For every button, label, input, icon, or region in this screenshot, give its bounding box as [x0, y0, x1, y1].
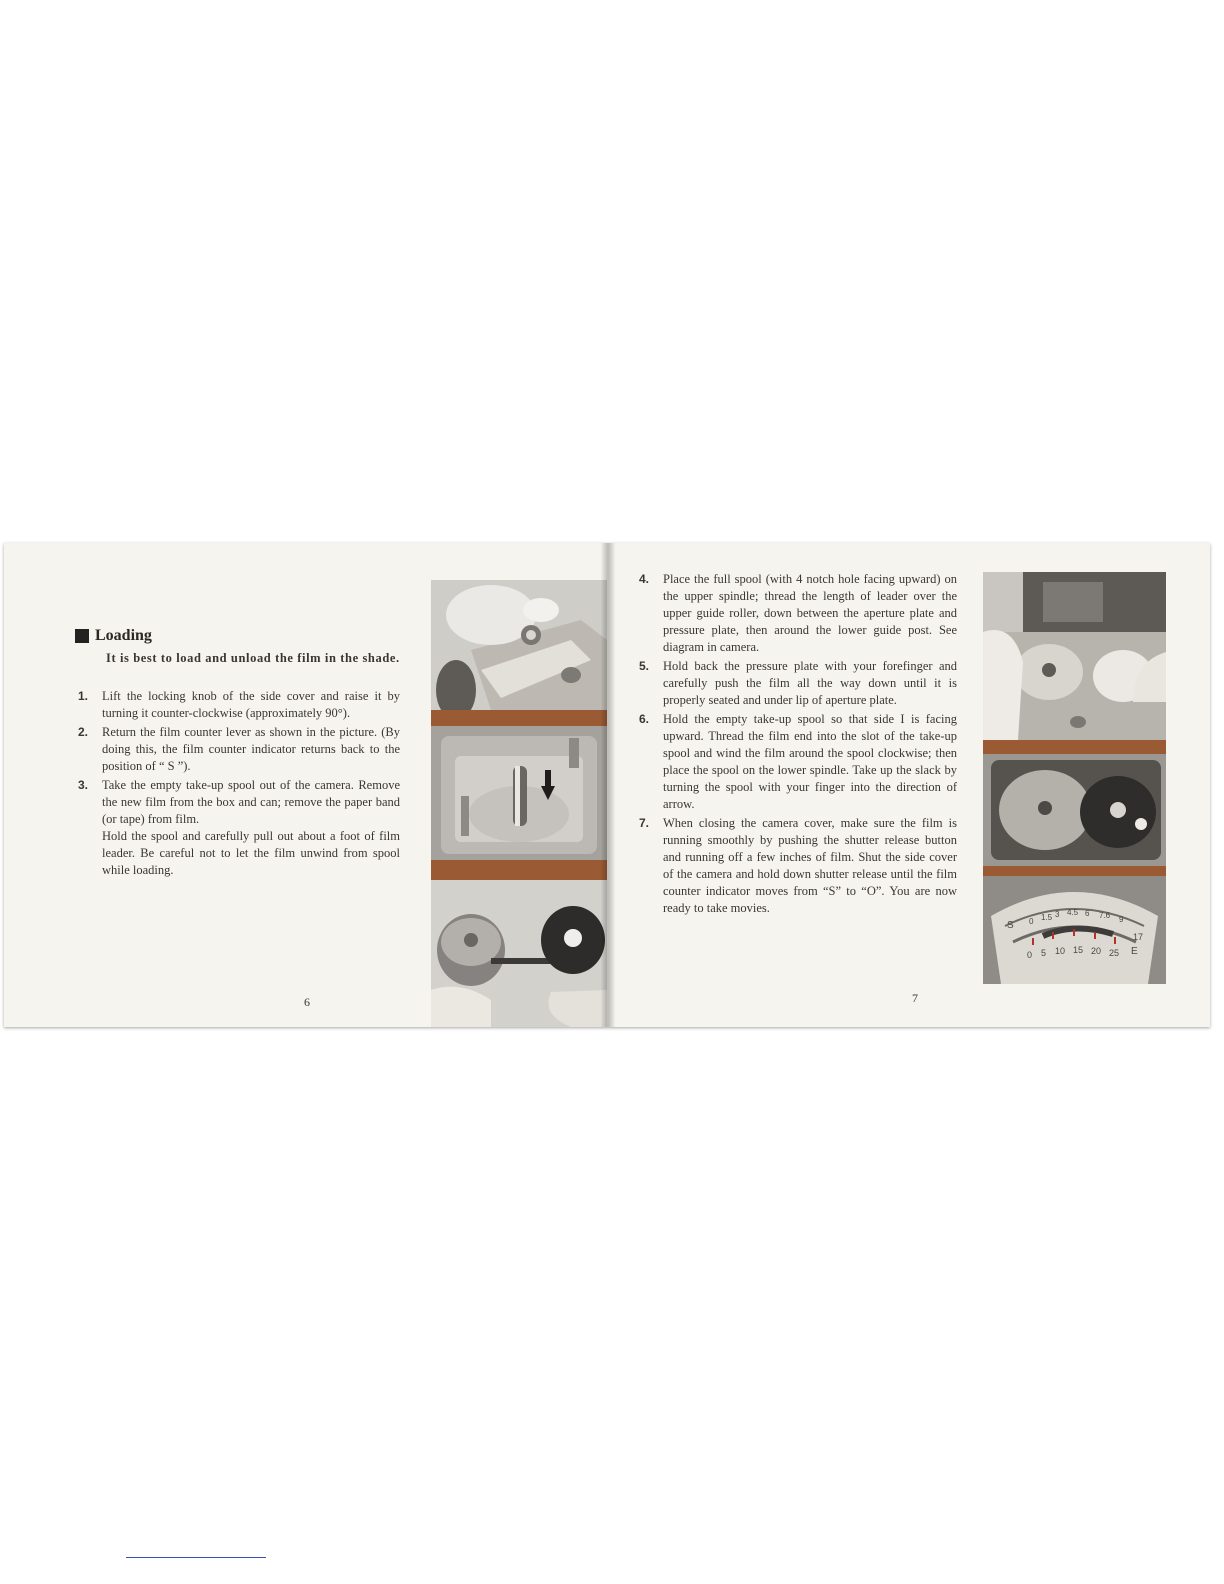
- dial-lower-1: 5: [1041, 948, 1047, 958]
- photo-band: [983, 740, 1166, 754]
- dial-lower-5: 25: [1109, 948, 1120, 958]
- dial-start-label: S: [1007, 920, 1014, 931]
- step-number: 4.: [639, 572, 650, 586]
- page-number-left: 6: [304, 995, 310, 1009]
- step-6: [639, 711, 957, 813]
- photo-band: [431, 860, 607, 880]
- step-number: 7.: [639, 816, 650, 830]
- photo-counter-dial: [983, 876, 1166, 984]
- dial-upper-3: 4.5: [1067, 908, 1079, 917]
- steps-list-left: [78, 688, 400, 881]
- dial-upper-6: 9: [1119, 915, 1124, 924]
- shade-note: It is best to load and unload the film in the shade.: [106, 651, 400, 665]
- step-number: 3.: [78, 778, 89, 792]
- photo-lifting-knob: [431, 580, 607, 710]
- photo-band: [983, 866, 1166, 876]
- page-number-right: 7: [912, 991, 918, 1005]
- step-3: [78, 777, 400, 879]
- step-text: When closing the camera cover, make sure the film is running smoothly by pushing the shutter release button and running off a few inches of film. Shut the side cover of the camera and hold down shutter release until the film counter indicator moves from “S” to “O”. You are now ready to take movies.: [663, 816, 957, 915]
- step-text: Hold back the pressure plate with your forefinger and carefully push the film all the way down until it is properly seated and under lip of aperture plate.: [663, 659, 957, 707]
- dial-upper-0: 0: [1029, 917, 1034, 926]
- dial-lower-0: 0: [1027, 950, 1033, 960]
- dial-upper-5: 7.6: [1099, 911, 1111, 920]
- square-bullet-icon: [75, 629, 89, 643]
- step-1: [78, 688, 400, 722]
- step-text: Place the full spool (with 4 notch hole facing upward) on the upper spindle; thread the length of leader over the upper guide roller, down between the aperture plate and pressure plate, then around the lower guide post. See diagram in camera.: [663, 572, 957, 654]
- photo-film-leader: [431, 880, 607, 1027]
- step-number: 1.: [78, 689, 89, 703]
- photo-threaded-spools: [983, 754, 1166, 866]
- step-2: [78, 724, 400, 775]
- step-text: Return the film counter lever as shown in the picture. (By doing this, the film counter indicator returns back to the position of “ S ”).: [102, 725, 400, 773]
- step-text: Hold the empty take-up spool so that side I is facing upward. Thread the film end into the slot of the take-up spool and wind the film around the spool clockwise; then place the spool on the lower spindle. Take up the slack by turning the spool with your finger into the direction of arrow.: [663, 712, 957, 811]
- footer-rule: [126, 1557, 266, 1558]
- step-4: [639, 571, 957, 656]
- photo-counter-lever: [431, 726, 607, 860]
- step-number: 2.: [78, 725, 89, 739]
- step-5: [639, 658, 957, 709]
- step-text: Lift the locking knob of the side cover and raise it by turning it counter-clockwise (approximately 90°).: [102, 689, 400, 720]
- dial-upper-4: 6: [1085, 909, 1090, 918]
- dial-lower-2: 10: [1055, 946, 1066, 956]
- dial-end-label: E: [1131, 946, 1138, 957]
- step-number: 6.: [639, 712, 650, 726]
- dial-upper-2: 3: [1055, 910, 1060, 919]
- step-number: 5.: [639, 659, 650, 673]
- steps-list-right: [639, 571, 957, 919]
- photo-placing-spool: [983, 572, 1166, 740]
- photo-band: [431, 710, 607, 726]
- manual-spread: [4, 543, 1210, 1027]
- dial-lower-3: 15: [1073, 945, 1084, 955]
- step-text-continued: Hold the spool and carefully pull out about a foot of film leader. Be careful not to let the film unwind from spool while loading.: [102, 829, 400, 877]
- step-text: Take the empty take-up spool out of the camera. Remove the new film from the box and can; remove the paper band (or tape) from film.: [102, 778, 400, 826]
- dial-lower-4: 20: [1091, 946, 1102, 956]
- page-left: [4, 543, 607, 1027]
- dial-upper-1: 1.5: [1041, 913, 1053, 922]
- step-7: [639, 815, 957, 917]
- section-heading: [75, 627, 152, 645]
- heading-text: Loading: [95, 627, 152, 644]
- page-right: [611, 543, 1210, 1027]
- dial-lower-6: 17: [1133, 932, 1144, 942]
